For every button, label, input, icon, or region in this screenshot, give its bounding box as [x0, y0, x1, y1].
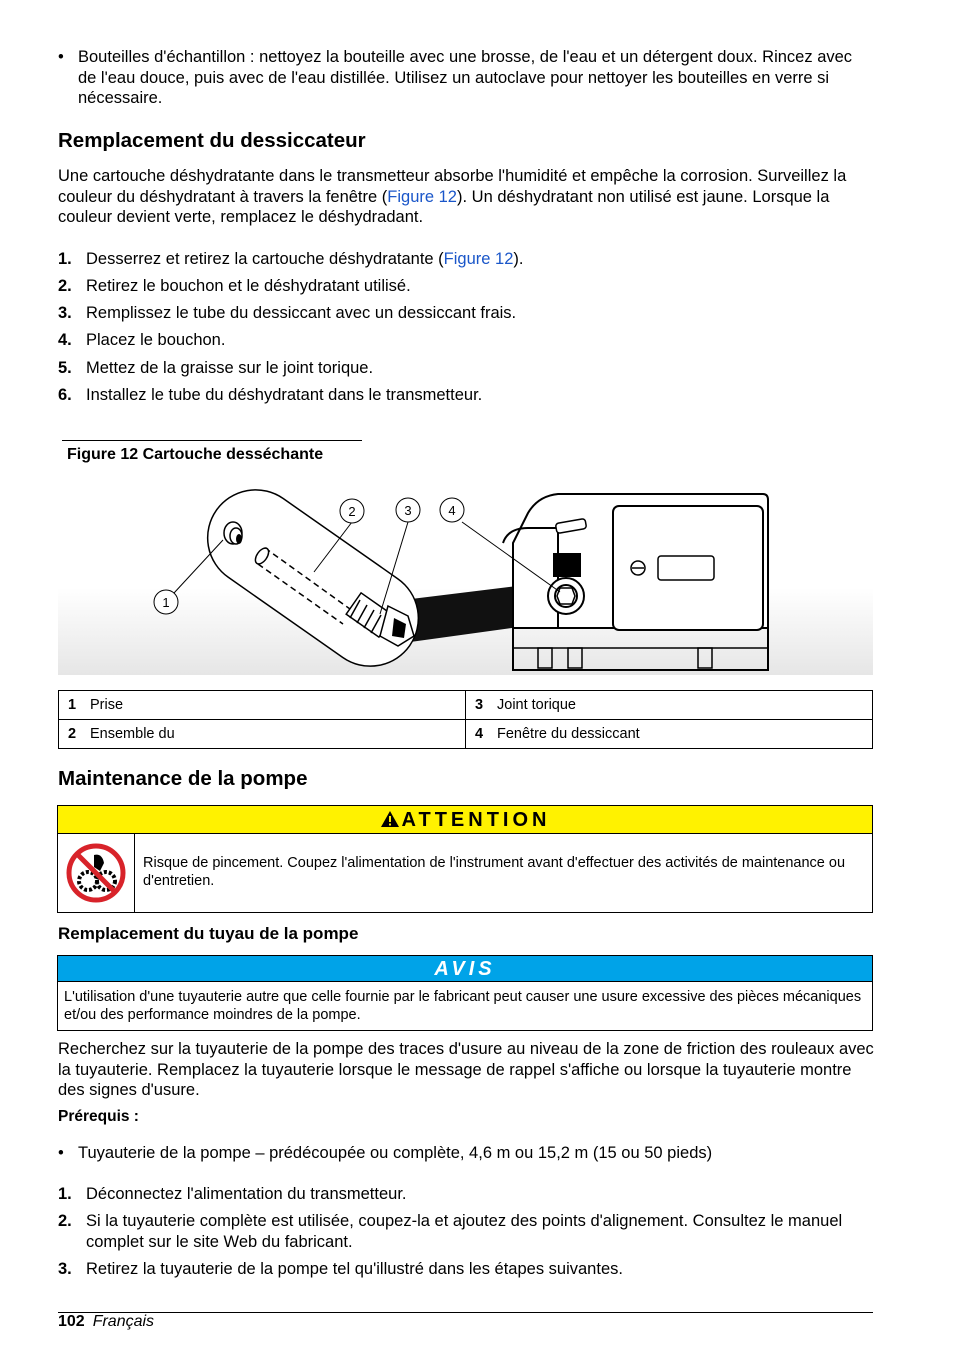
attention-body	[57, 834, 873, 913]
step-text: Retirez le bouchon et le déshydratant utilisé.	[86, 277, 411, 295]
legend-text: Joint torique	[497, 696, 576, 713]
step-1	[58, 249, 873, 270]
avis-header: AVIS	[57, 955, 873, 982]
legend-number: 2	[68, 725, 77, 742]
step-2	[58, 276, 873, 297]
legend-cell	[59, 691, 466, 720]
step-text-part: ).	[513, 250, 524, 268]
pump-step-1	[58, 1184, 873, 1205]
step-number: 1.	[58, 250, 72, 268]
attention-box	[57, 805, 873, 913]
step-number: 1.	[58, 1185, 72, 1203]
callout-4	[440, 498, 464, 522]
pinch-hazard-icon	[66, 843, 126, 903]
avis-box	[57, 955, 873, 1031]
device-label-window	[658, 556, 714, 580]
bullet-marker: •	[58, 48, 64, 66]
callout-1	[154, 590, 178, 614]
legend-number: 4	[475, 725, 484, 742]
step-text: Installez le tube du déshydratant dans le transmetteur.	[86, 386, 483, 404]
figure-caption: Figure 12 Cartouche desséchante	[67, 446, 324, 463]
prereq-text: Tuyauterie de la pompe – prédécoupée ou complète, 4,6 m ou 15,2 m (15 ou 50 pieds)	[78, 1144, 713, 1162]
section2-paragraph: Recherchez sur la tuyauterie de la pompe des traces d'usure au niveau de la zone de friction des rouleaux avec la tuyauterie. Remplacez la tuyauterie lorsque le message de rappel s'affiche ou lorsque la tuyauterie montre des signes d'usure.	[58, 1040, 874, 1099]
step-number: 3.	[58, 304, 72, 322]
legend-text: Ensemble du	[90, 725, 175, 742]
step-text: Retirez la tuyauterie de la pompe tel qu'illustré dans les étapes suivantes.	[86, 1260, 623, 1278]
legend-number: 1	[68, 696, 77, 713]
page-number: 102	[58, 1313, 85, 1330]
step-5	[58, 358, 873, 379]
pump-step-3	[58, 1259, 873, 1280]
legend-cell	[466, 691, 873, 720]
plug-part	[224, 522, 242, 544]
step-text: Si la tuyauterie complète est utilisée, coupez-la et ajoutez des points d'alignement. Consultez le manuel complet sur le site Web du fabricant.	[86, 1212, 843, 1251]
step-number: 4.	[58, 331, 72, 349]
step-text: Remplissez le tube du dessiccant avec un dessiccant frais.	[86, 304, 517, 322]
para-text: ). Un déshydratant non utilisé est jaune. Lorsque la couleur devient verte, remplacez le déshydradant.	[58, 187, 830, 226]
callout-number: 2	[348, 504, 356, 519]
callout-number: 1	[162, 595, 170, 610]
pump-step-2	[58, 1211, 873, 1252]
step-number: 3.	[58, 1260, 72, 1278]
figure-link[interactable]: Figure 12	[443, 250, 514, 268]
step-3	[58, 303, 873, 324]
leader-line-1	[174, 540, 223, 593]
callout-2	[340, 499, 364, 523]
footer	[58, 1312, 154, 1333]
figure-link[interactable]: Figure 12	[387, 187, 457, 206]
callout-number: 4	[448, 503, 456, 518]
intro-bullet	[58, 47, 873, 109]
intro-bullet-text: Bouteilles d'échantillon : nettoyez la bouteille avec une brosse, de l'eau et un détergent doux. Rincez avec de l'eau douce, puis avec de l'eau distillée. Utilisez un autoclave pour nettoyer les bouteilles en verre si nécessaire.	[78, 48, 853, 107]
legend-cell	[466, 720, 873, 749]
step-4	[58, 330, 873, 351]
section1-paragraph	[58, 166, 878, 228]
footer-rule	[58, 1312, 873, 1313]
warning-triangle-icon	[380, 810, 400, 828]
step-number: 2.	[58, 1212, 72, 1230]
prereq-label: Prérequis :	[58, 1108, 139, 1125]
footer-language: Français	[92, 1313, 155, 1330]
callout-number: 3	[404, 503, 412, 518]
step-text	[86, 249, 873, 270]
step-number: 5.	[58, 359, 72, 377]
figure-caption-rule	[62, 440, 362, 441]
attention-text: Risque de pincement. Coupez l'alimentation de l'instrument avant d'effectuer des activités de maintenance ou d'entretien.	[143, 855, 846, 889]
step-text-part: Desserrez et retirez la cartouche déshydratante (	[86, 250, 444, 268]
step-number: 6.	[58, 386, 72, 404]
attention-header	[57, 805, 873, 834]
avis-text: L'utilisation d'une tuyauterie autre que celle fournie par le fabricant peut causer une usure excessive des pièces mécaniques et/ou des performance moindres de la pompe.	[57, 982, 873, 1031]
desiccant-cartridge-illustration	[58, 488, 873, 675]
section-title-pompe: Maintenance de la pompe	[58, 767, 308, 790]
legend-text: Fenêtre du dessiccant	[497, 725, 640, 742]
para-text: Une cartouche déshydratante dans le transmetteur absorbe l'humidité et empêche la corrosion. Surveillez la couleur du déshydratant à travers la fenêtre (	[58, 167, 847, 206]
legend-row	[59, 720, 873, 749]
subsection-title-tuyau: Remplacement du tuyau de la pompe	[58, 924, 359, 943]
step-text: Placez le bouchon.	[86, 331, 226, 349]
attention-label: ATTENTION	[401, 809, 551, 831]
legend-row	[59, 691, 873, 720]
section-title-dessiccateur: Remplacement du dessiccateur	[58, 129, 366, 152]
attention-icon-cell	[58, 834, 135, 912]
step-6	[58, 385, 873, 406]
legend-text: Prise	[90, 696, 124, 713]
step-number: 2.	[58, 277, 72, 295]
bullet-marker: •	[58, 1144, 64, 1162]
callout-3	[396, 498, 420, 522]
step-text: Déconnectez l'alimentation du transmetteur.	[86, 1185, 407, 1203]
prereq-bullet	[58, 1143, 873, 1164]
legend-number: 3	[475, 696, 484, 713]
legend-cell	[59, 720, 466, 749]
figure-legend-table	[58, 690, 873, 749]
step-text: Mettez de la graisse sur le joint torique.	[86, 359, 374, 377]
